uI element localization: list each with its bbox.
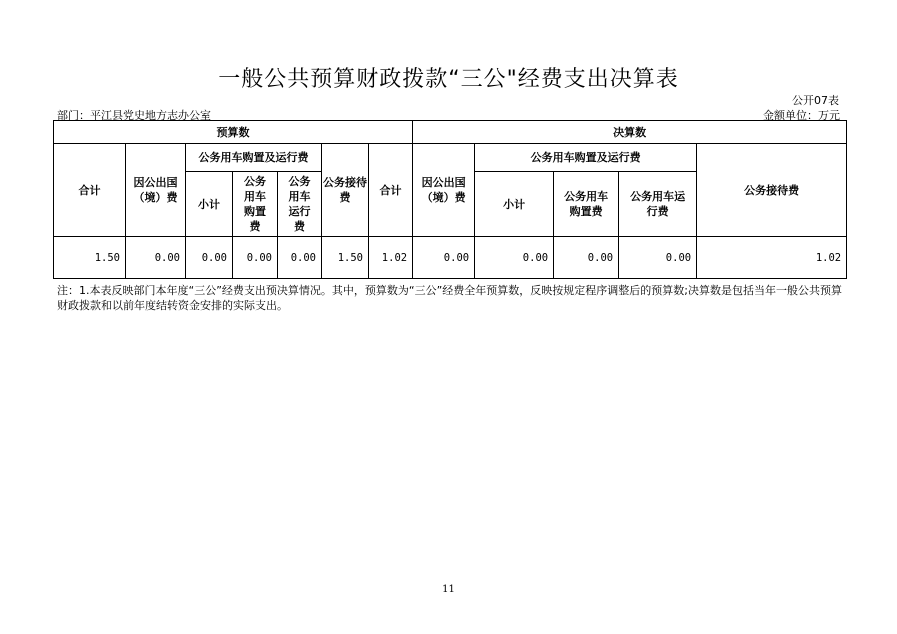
page-title: 一般公共预算财政拨款“三公"经费支出决算表 xyxy=(218,67,679,92)
expense-table xyxy=(53,120,847,279)
budget-reception-cell: 1.50 xyxy=(322,237,369,279)
final-subtotal-header: 小计 xyxy=(475,172,554,237)
final-reception-cell: 1.02 xyxy=(697,237,847,279)
department-label: 部门：平江县党史地方志办公室 xyxy=(57,109,211,122)
final-vehicle-run-cell: 0.00 xyxy=(619,237,697,279)
budget-total-cell: 1.50 xyxy=(54,237,126,279)
budget-vehicle-purchase-header: 公务用车购置费 xyxy=(233,172,278,237)
table-note: 注：1.本表反映部门本年度“三公”经费支出预决算情况。其中，预算数为“三公”经费全年预算数，反映按规定程序调整后的预算数;决算数是包括当年一般公共预算财政拨款和以前年度结转资金安排的实际支出。 xyxy=(57,284,842,312)
final-vehicle-purchase-header: 公务用车购置费 xyxy=(554,172,619,237)
budget-reception-header: 公务接待费 xyxy=(322,144,369,237)
header-row-1 xyxy=(54,121,847,144)
unit-label: 金额单位：万元 xyxy=(763,109,840,122)
budget-subtotal-cell: 0.00 xyxy=(186,237,233,279)
final-vehicle-purchase-cell: 0.00 xyxy=(554,237,619,279)
budget-total-header: 合计 xyxy=(54,144,126,237)
budget-abroad-header: 因公出国（境）费 xyxy=(126,144,186,237)
budget-vehicle-run-header: 公务用车运行费 xyxy=(278,172,322,237)
final-total-cell: 1.02 xyxy=(369,237,413,279)
final-abroad-cell: 0.00 xyxy=(413,237,475,279)
budget-subtotal-header: 小计 xyxy=(186,172,233,237)
budget-abroad-cell: 0.00 xyxy=(126,237,186,279)
final-header: 决算数 xyxy=(413,121,847,144)
table-row xyxy=(54,237,847,279)
final-vehicle-run-header: 公务用车运行费 xyxy=(619,172,697,237)
final-subtotal-cell: 0.00 xyxy=(475,237,554,279)
page-number: 11 xyxy=(442,584,455,595)
final-abroad-header: 因公出国（境）费 xyxy=(413,144,475,237)
budget-vehicle-run-cell: 0.00 xyxy=(278,237,322,279)
header-row-2 xyxy=(54,144,847,172)
budget-vehicle-group-header: 公务用车购置及运行费 xyxy=(186,144,322,172)
final-total-header: 合计 xyxy=(369,144,413,237)
final-vehicle-group-header: 公务用车购置及运行费 xyxy=(475,144,697,172)
budget-vehicle-purchase-cell: 0.00 xyxy=(233,237,278,279)
form-number: 公开07表 xyxy=(792,94,839,107)
final-reception-header: 公务接待费 xyxy=(697,144,847,237)
budget-header: 预算数 xyxy=(54,121,413,144)
